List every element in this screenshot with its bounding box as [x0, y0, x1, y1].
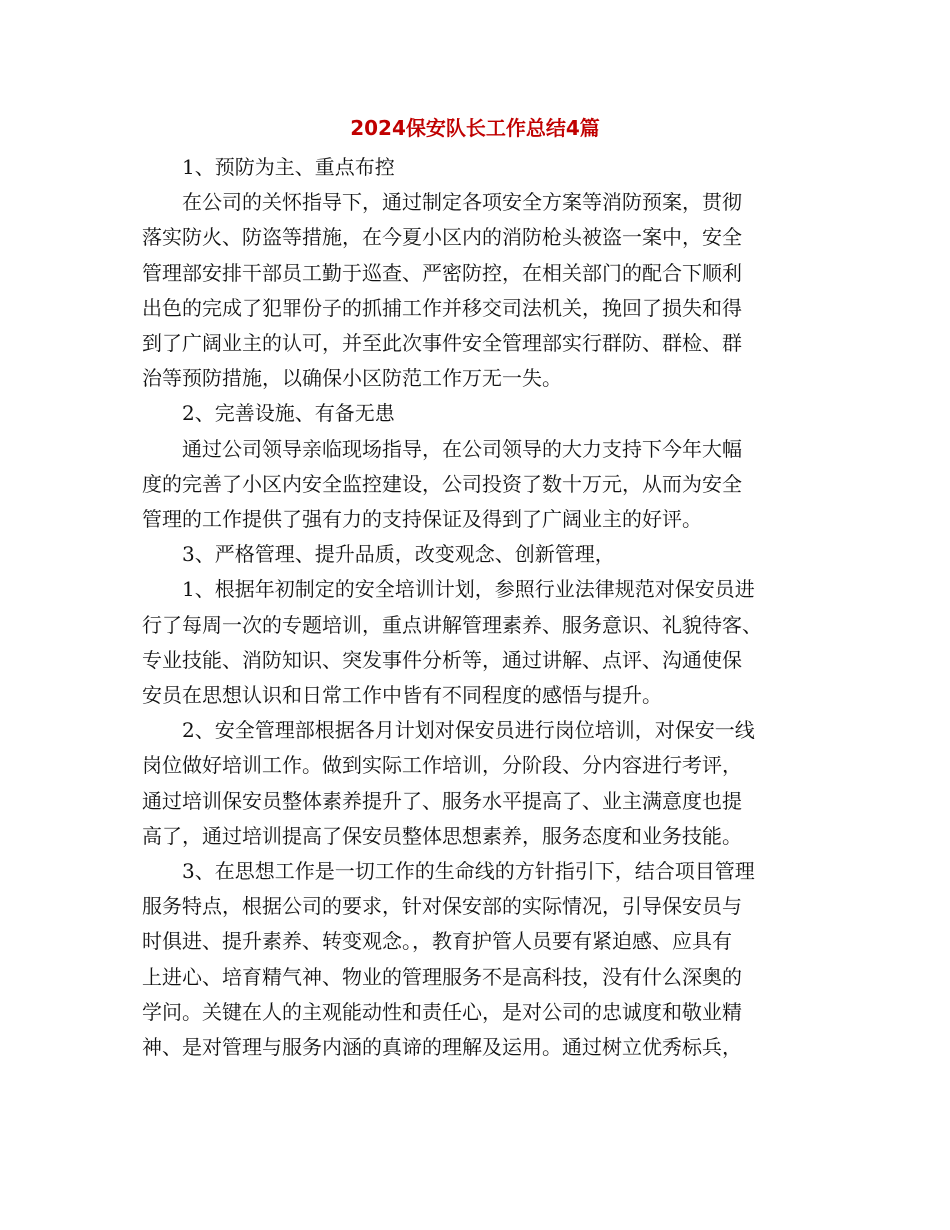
paragraph [142, 150, 808, 185]
paragraph-line: 时俱进、提升素养、转变观念。，教育护管人员要有紧迫感、应具有 [142, 929, 732, 954]
paragraph [142, 713, 808, 854]
paragraph-line: 治等预防措施，以确保小区防范工作万无一失。 [142, 366, 562, 391]
paragraph-line: 落实防火、防盗等措施，在今夏小区内的消防枪头被盗一案中，安全 [142, 225, 742, 250]
paragraph-line: 管理的工作提供了强有力的支持保证及得到了广阔业主的好评。 [142, 507, 702, 532]
paragraph-line: 专业技能、消防知识、突发事件分析等，通过讲解、点评、沟通使保 [142, 647, 742, 672]
paragraph-line: 学问。关键在人的主观能动性和责任心，是对公司的忠诚度和敬业精 [142, 999, 742, 1024]
paragraph-line: 安员在思想认识和日常工作中皆有不同程度的感悟与提升。 [142, 683, 662, 708]
paragraph [142, 185, 808, 396]
paragraph-line: 上进心、培育精气神、物业的管理服务不是高科技，没有什么深奥的 [142, 964, 742, 989]
paragraph-line: 通过培训保安员整体素养提升了、服务水平提高了、业主满意度也提 [142, 788, 742, 813]
paragraph-line: 高了，通过培训提高了保安员整体思想素养，服务态度和业务技能。 [142, 823, 742, 848]
paragraph-line: 神、是对管理与服务内涵的真谛的理解及运用。通过树立优秀标兵， [142, 1035, 742, 1060]
document-title: 2024保安队长工作总结4篇 [350, 116, 600, 140]
paragraph-line: 3、严格管理、提升品质，改变观念、创新管理， [182, 542, 615, 567]
paragraph-line: 2、完善设施、有备无患 [182, 401, 395, 426]
paragraph-line: 1、根据年初制定的安全培训计划，参照行业法律规范对保安员进 [182, 577, 755, 602]
paragraph [142, 537, 808, 572]
paragraph-line: 3、在思想工作是一切工作的生命线的方针指引下，结合项目管理 [182, 859, 755, 884]
paragraph-line: 出色的完成了犯罪份子的抓捕工作并移交司法机关，挽回了损失和得 [142, 295, 742, 320]
paragraph-line: 度的完善了小区内安全监控建设，公司投资了数十万元，从而为安全 [142, 471, 742, 496]
paragraph-line: 管理部安排干部员工勤于巡查、严密防控，在相关部门的配合下顺利 [142, 260, 742, 285]
paragraph-line: 到了广阔业主的认可，并至此次事件安全管理部实行群防、群检、群 [142, 331, 742, 356]
paragraph-line: 服务特点，根据公司的要求，针对保安部的实际情况，引导保安员与 [142, 894, 742, 919]
document-body [142, 150, 808, 1065]
paragraph-line: 1、预防为主、重点布控 [182, 155, 395, 179]
paragraph [142, 396, 808, 431]
paragraph-line: 2、安全管理部根据各月计划对保安员进行岗位培训，对保安一线 [182, 718, 755, 743]
paragraph [142, 854, 808, 1065]
paragraph-line: 在公司的关怀指导下，通过制定各项安全方案等消防预案，贯彻 [182, 190, 742, 215]
paragraph-line: 行了每周一次的专题培训，重点讲解管理素养、服务意识、礼貌待客、 [142, 612, 762, 637]
paragraph [142, 432, 808, 538]
paragraph [142, 572, 808, 713]
paragraph-line: 通过公司领导亲临现场指导，在公司领导的大力支持下今年大幅 [182, 436, 742, 461]
paragraph-line: 岗位做好培训工作。做到实际工作培训，分阶段、分内容进行考评， [142, 753, 742, 778]
